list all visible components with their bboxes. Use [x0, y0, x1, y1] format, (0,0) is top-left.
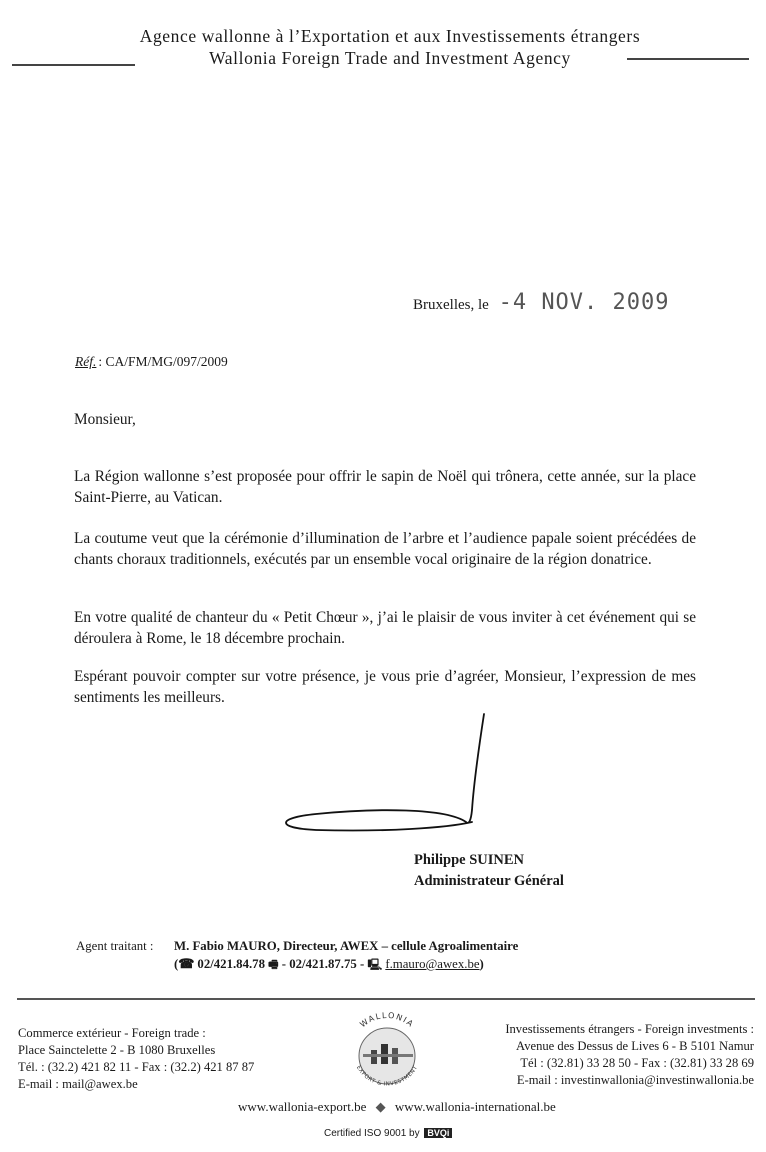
footer-rule [17, 998, 755, 1000]
footer-left [18, 1025, 254, 1093]
websites [238, 1099, 556, 1115]
website-export[interactable]: www.wallonia-export.be [238, 1099, 367, 1114]
date-line [413, 290, 670, 315]
footer-left-line-4: E-mail : mail@awex.be [18, 1077, 138, 1091]
email-icon: 🖳 [367, 959, 383, 971]
agent-contact-open: ( [174, 957, 179, 971]
salutation: Monsieur, [74, 411, 136, 428]
logo-bottom-text: EXPORT & INVESTMENT [354, 1064, 420, 1088]
wallonia-logo [337, 1008, 437, 1098]
footer-left-line-2: Place Sainctelette 2 - B 1080 Bruxelles [18, 1043, 216, 1057]
diamond-icon: ◆ [375, 1099, 386, 1114]
date-stamp: -4 NOV. 2009 [498, 290, 670, 315]
reference-label: Réf. [75, 354, 97, 369]
logo-top-text: WALLONIA [358, 1010, 416, 1030]
paragraph-3: En votre qualité de chanteur du « Petit Chœur », j’ai le plaisir de vous inviter à cet événement qui se déroulera à Rome, le 18 décembre prochain. [74, 609, 696, 647]
agent-email[interactable]: f.mauro@awex.be [385, 957, 480, 971]
agent-phone: 02/421.84.78 [197, 957, 265, 971]
agent-label: Agent traitant : [76, 939, 154, 953]
certification [324, 1128, 452, 1139]
agency-name-fr: Agence wallonne à l’Exportation et aux Investissements étrangers [139, 26, 641, 46]
reference-line [75, 354, 228, 370]
agent-name: M. Fabio MAURO, Directeur, AWEX – cellule Agroalimentaire [174, 939, 519, 953]
footer-right-line-1: Investissements étrangers - Foreign investments : [505, 1022, 754, 1036]
agency-name-en: Wallonia Foreign Trade and Investment Agency [209, 48, 571, 68]
paragraph-1: La Région wallonne s’est proposée pour offrir le sapin de Noël qui trônera, cette année, sur la place Saint-Pierre, au Vatican. [74, 468, 696, 506]
fax-icon: 🖷 [268, 959, 279, 971]
paragraph-2: La coutume veut que la cérémonie d’illumination de l’arbre et l’audience papale soient précédées de chants choraux traditionnels, exécutés par un ensemble vocal originaire de la région donatrice. [74, 530, 696, 568]
footer-right-line-2: Avenue des Dessus de Lives 6 - B 5101 Namur [516, 1039, 754, 1053]
footer-right-line-4: E-mail : investinwallonia@investinwallonia.be [516, 1073, 754, 1087]
date-place: Bruxelles, le [413, 297, 489, 313]
certified-text: Certified ISO 9001 by [324, 1128, 420, 1139]
header-rule-right [627, 58, 749, 60]
paragraph-4: Espérant pouvoir compter sur votre présence, je vous prie d’agréer, Monsieur, l’expression de mes sentiments les meilleurs. [74, 668, 696, 706]
bvqi-logo: BVQi [424, 1128, 452, 1138]
agent-fax: - 02/421.87.75 - [281, 957, 365, 971]
agent-contact-close: ) [479, 957, 484, 971]
signatory-title: Administrateur Général [414, 873, 564, 889]
footer-right [505, 1021, 754, 1089]
reference-value: : CA/FM/MG/097/2009 [98, 354, 228, 369]
footer-left-line-3: Tél. : (32.2) 421 82 11 - Fax : (32.2) 421 87 87 [18, 1060, 255, 1074]
website-international[interactable]: www.wallonia-international.be [394, 1099, 556, 1114]
signatory-name: Philippe SUINEN [414, 852, 524, 868]
signature [276, 710, 496, 850]
svg-text:WALLONIA [358, 1011, 415, 1029]
footer-left-line-1: Commerce extérieur - Foreign trade : [18, 1026, 206, 1040]
footer-right-line-3: Tél : (32.81) 33 28 50 - Fax : (32.81) 33 28 69 [520, 1056, 754, 1070]
agent-contact [174, 956, 484, 975]
phone-icon: ☎ [178, 957, 195, 971]
